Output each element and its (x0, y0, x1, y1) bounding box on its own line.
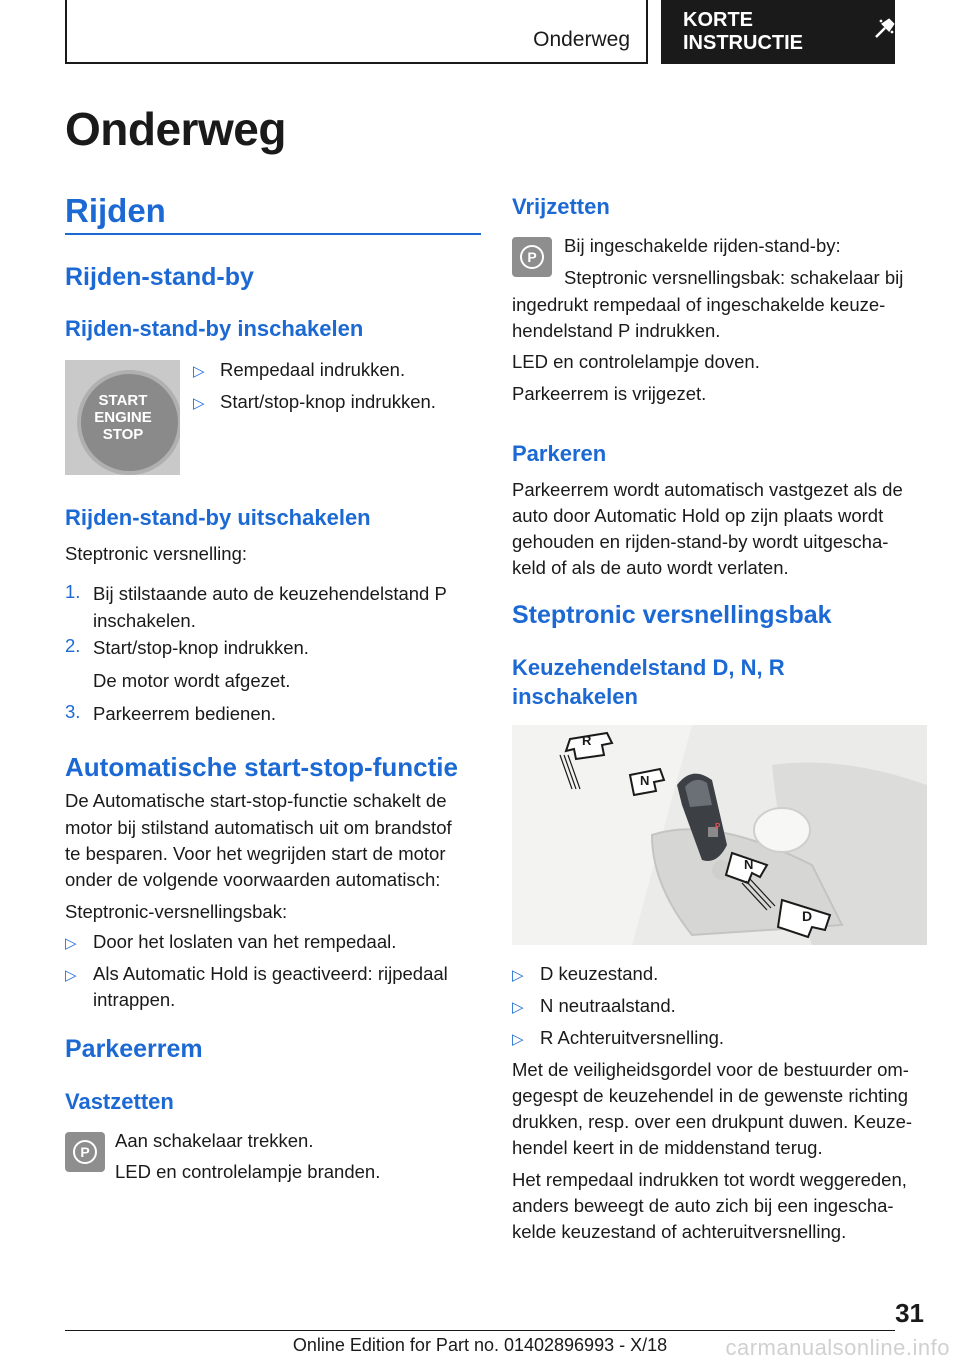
start-engine-stop-image (65, 360, 180, 475)
para-line: Het rempedaal indrukken tot wordt weggereden, (512, 1169, 907, 1190)
parkeren-line: auto door Automatic Hold op zijn plaats wordt (512, 505, 884, 526)
vrijzetten-heading: Vrijzetten (512, 194, 610, 219)
footer-edition: Online Edition for Part no. 01402896993 - X/18 (292, 1335, 668, 1355)
korte-instructie-tab[interactable] (661, 0, 895, 64)
watermark: carmanualsonline.info (725, 1335, 950, 1360)
page-number: 31 (895, 1298, 924, 1328)
vastzetten-line: Aan schakelaar trekken. (115, 1130, 314, 1151)
list-item: N neutraalstand. (540, 995, 676, 1016)
bullet-triangle-icon: ▷ (193, 363, 205, 380)
para-line: kelde keuzestand of achteruitversnelling. (512, 1221, 847, 1242)
page-title: Onderweg (65, 103, 286, 155)
gear-selector-image (512, 725, 927, 945)
parkeren-line: keld of als de auto wordt verlaten. (512, 557, 789, 578)
vrijzetten-line: Bij ingeschakelde rijden-stand-by: (564, 235, 841, 256)
step-line: Bij stilstaande auto de keuzehendelstand P (93, 583, 447, 604)
auto-p2: Steptronic-versnellingsbak: (65, 901, 288, 922)
para-line: anders beweegt de auto zich bij een ingescha- (512, 1195, 894, 1216)
uitschakelen-intro: Steptronic versnelling: (65, 543, 248, 564)
header-right-border (646, 0, 648, 64)
parking-brake-icon (65, 1132, 105, 1172)
gear-label: R (582, 733, 592, 748)
tab-label: KORTE INSTRUCTIE (683, 9, 803, 54)
vrijzetten-line: hendelstand P indrukken. (512, 320, 721, 341)
list-item: intrappen. (93, 989, 176, 1010)
parking-brake-letter: P (520, 245, 544, 269)
header-section-title: Onderweg (533, 28, 630, 51)
gear-label: D (802, 908, 813, 924)
bullet-triangle-icon: ▷ (512, 999, 524, 1016)
header-left-border (65, 0, 67, 64)
gear-label: P (715, 822, 721, 831)
auto-p1-line: te besparen. Voor het wegrijden start de motor (65, 843, 446, 864)
para-line: hendel keert in de middenstand terug. (512, 1137, 823, 1158)
uitschakelen-heading: Rijden-stand-by uitschakelen (65, 505, 371, 530)
wrench-icon (873, 18, 895, 46)
auto-p1-line: De Automatische start-stop-functie schakelt de (65, 790, 447, 811)
vastzetten-line: LED en controlelampje branden. (115, 1161, 381, 1182)
auto-start-stop-heading: Automatische start-stop-functie (65, 752, 458, 782)
step-line: Start/stop-knop indrukken. (93, 637, 309, 658)
para-line: drukken, resp. over een drukpunt duwen. Keuze- (512, 1111, 913, 1132)
list-item: Start/stop-knop indrukken. (220, 391, 436, 412)
standby-heading: Rijden-stand-by (65, 263, 254, 291)
step-line: De motor wordt afgezet. (93, 670, 291, 691)
bullet-triangle-icon: ▷ (512, 1031, 524, 1048)
auto-p1-line: onder de volgende voorwaarden automatisch: (65, 869, 441, 890)
vrijzetten-line: Parkeerrem is vrijgezet. (512, 383, 707, 404)
start-image-text: START ENGINE STOP (94, 392, 152, 443)
step-line: inschakelen. (93, 610, 196, 631)
vastzetten-heading: Vastzetten (65, 1089, 174, 1114)
keuze-heading-line1: Keuzehendelstand D, N, R (512, 655, 785, 680)
footer-rule (65, 1330, 895, 1331)
bullet-triangle-icon: ▷ (512, 967, 524, 984)
rijden-rule (65, 233, 481, 235)
bullet-triangle-icon: ▷ (65, 967, 77, 984)
header-bottom-border (65, 62, 648, 64)
keuze-heading-line2: inschakelen (512, 684, 638, 709)
list-item: D keuzestand. (540, 963, 659, 984)
bullet-triangle-icon: ▷ (193, 395, 205, 412)
list-item: Door het loslaten van het rempedaal. (93, 931, 397, 952)
parking-brake-icon (512, 237, 552, 277)
parkeren-heading: Parkeren (512, 441, 607, 466)
step-number: 2. (65, 635, 81, 656)
vrijzetten-line: Steptronic versnellingsbak: schakelaar bij (564, 267, 904, 288)
parking-brake-letter: P (73, 1140, 97, 1164)
vrijzetten-line: ingedrukt rempedaal of ingeschakelde keuze- (512, 294, 886, 315)
inschakelen-heading: Rijden-stand-by inschakelen (65, 316, 364, 341)
para-line: gegespt de keuzehendel in de gewenste richting (512, 1085, 908, 1106)
step-number: 3. (65, 701, 81, 722)
parkeerrem-heading: Parkeerrem (65, 1035, 203, 1063)
gear-label: N (744, 857, 754, 872)
rijden-heading: Rijden (65, 192, 166, 229)
gear-label: N (640, 773, 650, 788)
list-item: Rempedaal indrukken. (220, 359, 406, 380)
list-item: Als Automatic Hold is geactiveerd: rijpedaal (93, 963, 448, 984)
bullet-triangle-icon: ▷ (65, 935, 77, 952)
parkeren-line: gehouden en rijden-stand-by wordt uitgescha- (512, 531, 889, 552)
auto-p1-line: motor bij stilstand automatisch uit om brandstof (65, 817, 452, 838)
step-number: 1. (65, 581, 81, 602)
steptronic-heading: Steptronic versnellingsbak (512, 601, 832, 629)
gear-selector-illustration (512, 725, 927, 945)
para-line: Met de veiligheidsgordel voor de bestuurder om- (512, 1059, 909, 1080)
parkeren-line: Parkeerrem wordt automatisch vastgezet als de (512, 479, 903, 500)
step-line: Parkeerrem bedienen. (93, 703, 277, 724)
list-item: R Achteruitversnelling. (540, 1027, 725, 1048)
vrijzetten-line: LED en controlelampje doven. (512, 351, 760, 372)
